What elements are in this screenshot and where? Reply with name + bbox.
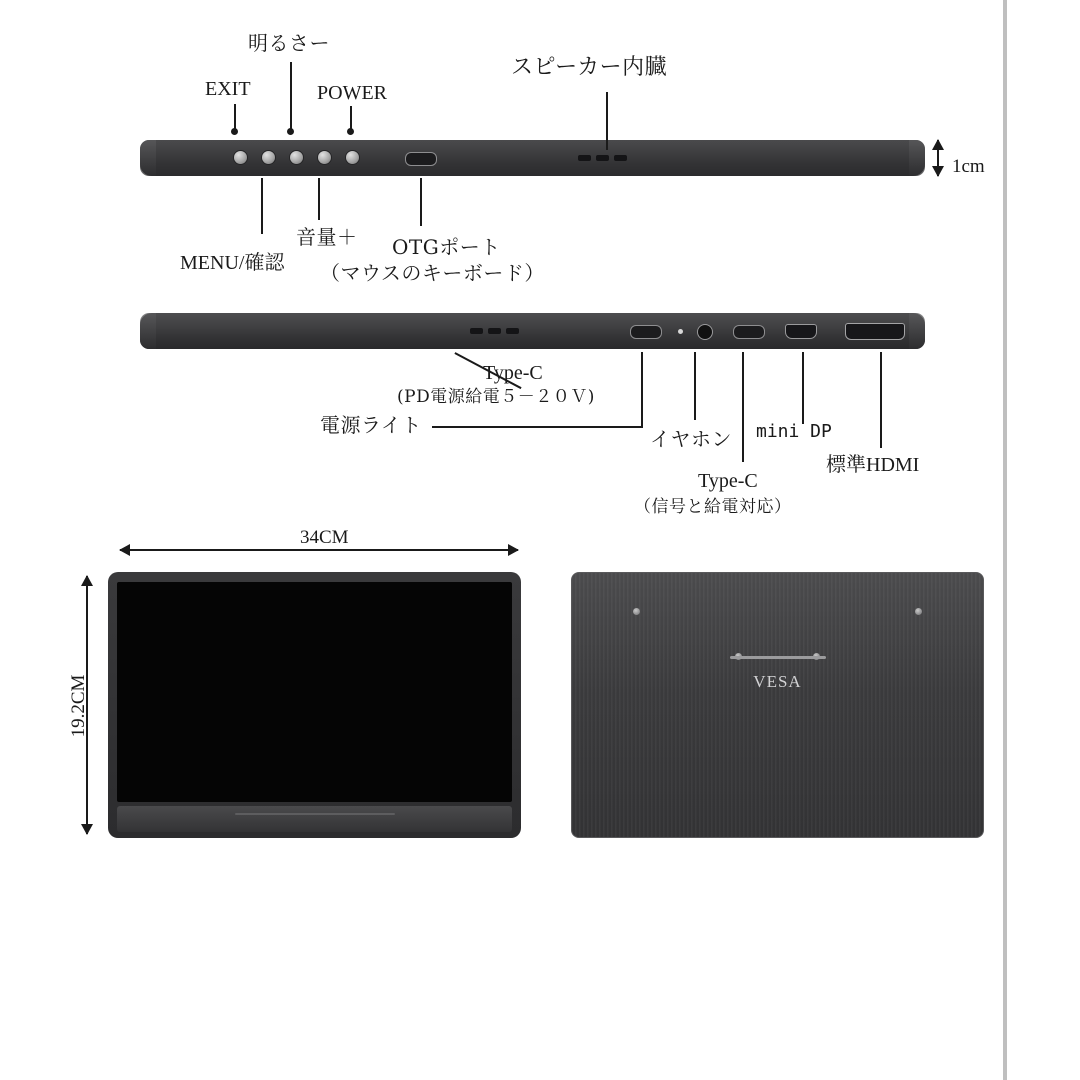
button-volume-up[interactable] [318,151,331,164]
button-menu-confirm[interactable] [262,151,275,164]
vesa-mount [730,656,826,659]
label-typec-signal: Type-C [698,470,758,492]
label-power: POWER [317,82,387,104]
callout-line-power-led-v [641,352,643,428]
edge-cap-right-2 [909,313,925,349]
monitor-screen [117,582,512,802]
edge-cap-left [140,140,156,176]
label-otg-port-note: （マウスのキーボード） [320,261,545,285]
callout-line-menu [261,178,263,234]
page-edge-divider [1003,0,1007,1080]
label-typec-pd: Type-C [483,362,543,384]
monitor-back-view [571,572,984,838]
button-exit[interactable] [234,151,247,164]
dimension-width-arrow [120,549,518,551]
label-hdmi: 標準HDMI [826,454,920,476]
callout-line-power-led [432,426,642,428]
label-volume-up: 音量＋ [296,225,358,249]
dimension-width-label: 34CM [300,527,349,548]
dimension-thickness-label: 1cm [952,156,985,177]
label-otg-port: OTGポート [392,235,501,259]
label-earphone: イヤホン [650,427,732,451]
screw-top-left [633,608,640,615]
monitor-front-view [108,572,521,838]
typec-signal-port[interactable] [733,325,765,339]
label-speaker: スピーカー内臓 [511,55,668,80]
typec-pd-port[interactable] [630,325,662,339]
callout-line-otg [420,178,422,226]
dimension-thickness-arrow [937,140,939,176]
monitor-stand-chin [117,806,512,832]
label-menu-confirm: MENU/確認 [180,252,285,274]
power-led [678,329,683,334]
button-power[interactable] [346,151,359,164]
button-brightness[interactable] [290,151,303,164]
monitor-bottom-edge-view [140,313,925,349]
earphone-jack[interactable] [697,324,713,340]
label-exit: EXIT [205,78,251,100]
callout-line-brightness [290,62,292,130]
otg-port[interactable] [405,152,437,166]
dimension-height-label: 19.2CM [68,674,89,738]
label-brightness: 明るさー [248,31,330,55]
edge-cap-right [909,140,925,176]
edge-cap-left-2 [140,313,156,349]
callout-line-speaker [606,92,608,150]
callout-line-exit [234,104,236,130]
callout-line-hdmi [880,352,882,448]
callout-line-minidp [802,352,804,424]
monitor-top-edge-view [140,140,925,176]
callout-line-typec-signal [742,352,744,462]
callout-line-power [350,106,352,130]
label-minidp: mini DP [756,421,832,442]
screw-top-right [915,608,922,615]
speaker-grille-bottom [470,328,519,334]
label-vesa: VESA [753,672,802,691]
hdmi-port[interactable] [845,323,905,340]
label-typec-signal-note: （信号と給電対応） [634,497,792,517]
label-power-led: 電源ライト [320,413,422,437]
label-typec-pd-note: (PD電源給電５－２０Ｖ) [397,387,595,407]
minidp-port[interactable] [785,324,817,339]
speaker-grille [578,155,627,161]
callout-line-earphone [694,352,696,420]
callout-line-volume [318,178,320,220]
